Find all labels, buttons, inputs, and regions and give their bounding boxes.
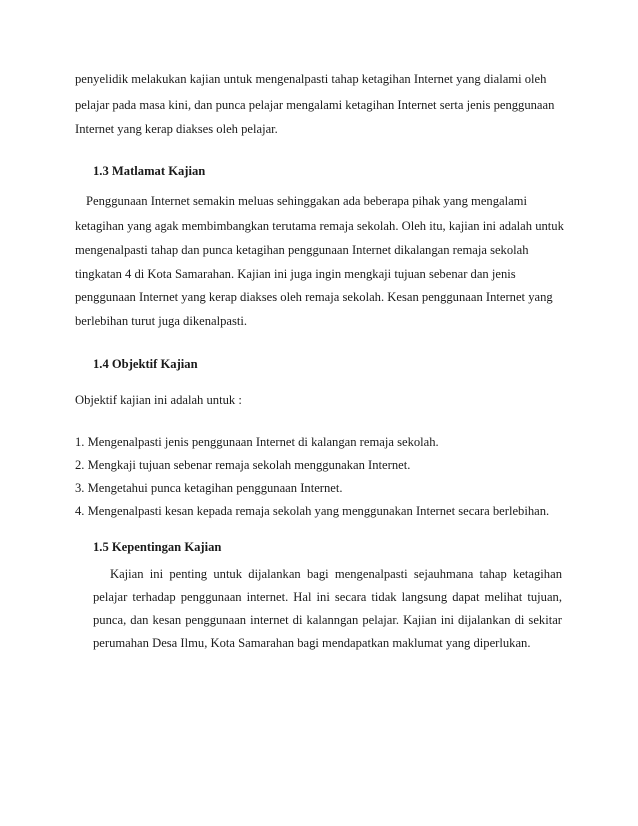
intro-line-3: Internet yang kerap diakses oleh pelajar. — [75, 122, 278, 136]
objective-item-3: 3. Mengetahui punca ketagihan penggunaan Internet. — [75, 481, 343, 495]
section13-line-5: penggunaan Internet yang kerap diakses oleh remaja sekolah. Kesan penggunaan Internet yang — [75, 290, 553, 304]
intro-line-1: penyelidik melakukan kajian untuk mengenalpasti tahap ketagihan Internet yang dialami oleh — [75, 72, 547, 86]
objective-item-2: 2. Mengkaji tujuan sebenar remaja sekolah menggunakan Internet. — [75, 458, 411, 472]
section15-line-1: Kajian ini penting untuk dijalankan bagi mengenalpasti sejauhmana tahap ketagihan — [110, 567, 562, 581]
section13-line-6: berlebihan turut juga dikenalpasti. — [75, 314, 248, 328]
section13-line-4: tingkatan 4 di Kota Samarahan. Kajian ini juga ingin mengkaji tujuan sebenar dan jenis — [75, 267, 516, 281]
section-heading-1-3: 1.3 Matlamat Kajian — [93, 164, 206, 178]
section15-line-2: pelajar terhadap penggunaan internet. Hal ini secara tidak langsung dapat melihat tujuan, — [93, 590, 562, 604]
section15-line-4: perumahan Desa Ilmu, Kota Samarahan bagi mendapatkan maklumat yang diperlukan. — [93, 636, 531, 650]
objective-item-4: 4. Mengenalpasti kesan kepada remaja sekolah yang menggunakan Internet secara berlebihan. — [75, 504, 550, 518]
section13-line-3: mengenalpasti tahap dan punca ketagihan penggunaan Internet dikalangan remaja sekolah — [75, 243, 529, 257]
section13-line-1: Penggunaan Internet semakin meluas sehinggakan ada beberapa pihak yang mengalami — [86, 194, 527, 208]
section13-line-2: ketagihan yang agak membimbangkan terutama remaja sekolah. Oleh itu, kajian ini adalah untuk — [75, 219, 564, 233]
section-heading-1-5: 1.5 Kepentingan Kajian — [93, 540, 222, 554]
objective-item-1: 1. Mengenalpasti jenis penggunaan Internet di kalangan remaja sekolah. — [75, 435, 439, 449]
intro-line-2: pelajar pada masa kini, dan punca pelajar mengalami ketagihan Internet serta jenis penggunaan — [75, 98, 555, 112]
section-heading-1-4: 1.4 Objektif Kajian — [93, 357, 198, 371]
section15-line-3: punca, dan kesan penggunaan internet di kalanngan pelajar. Kajian ini dijalankan di sekitar — [93, 613, 562, 627]
objectives-intro: Objektif kajian ini adalah untuk : — [75, 393, 242, 407]
